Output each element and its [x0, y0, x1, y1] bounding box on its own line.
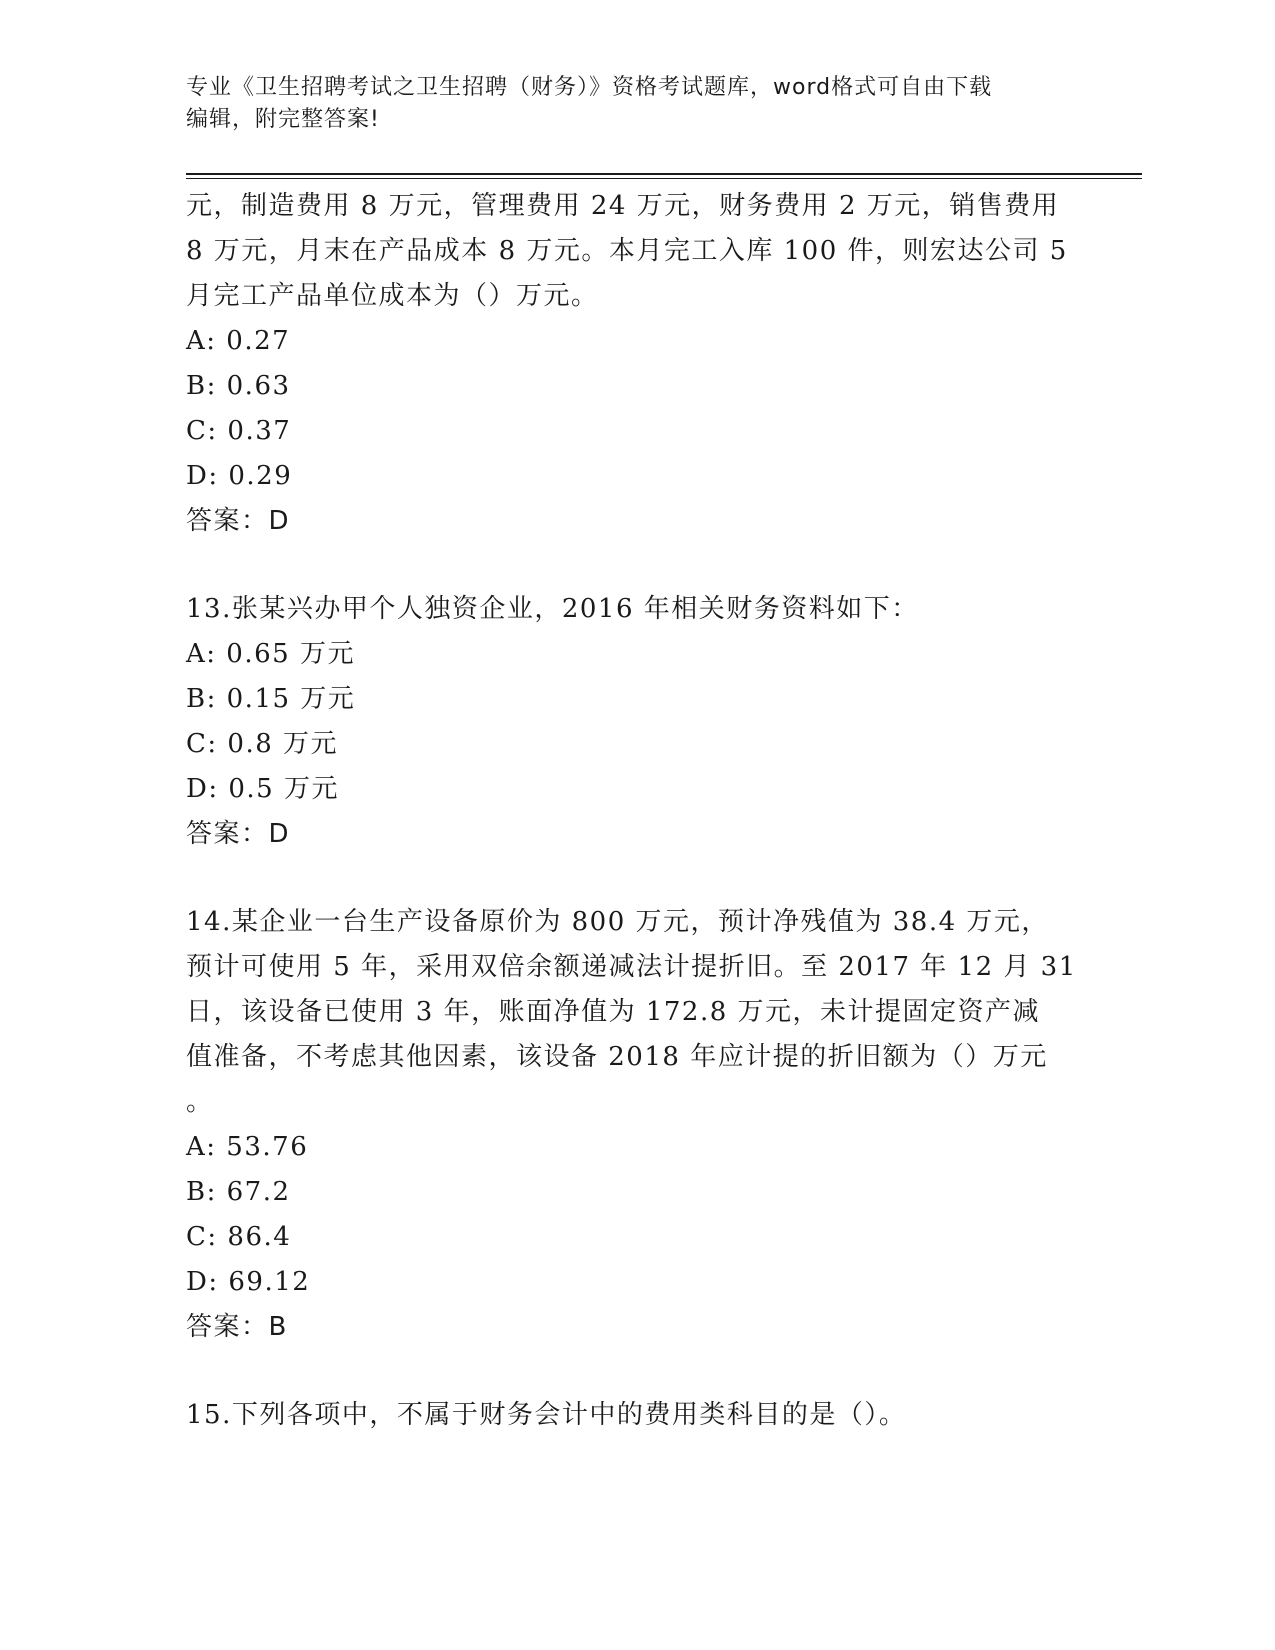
- option-a: A: 0.27: [186, 326, 291, 356]
- question-stem-line: 月完工产品单位成本为（）万元。: [186, 281, 599, 311]
- option-d: D: 0.5 万元: [186, 774, 339, 804]
- option-c: C: 86.4: [186, 1222, 292, 1252]
- header-divider-thin: [186, 178, 1142, 179]
- question-12: [186, 184, 1086, 544]
- option-d: D: 69.12: [186, 1267, 311, 1297]
- option-b: B: 0.63: [186, 371, 291, 401]
- document-header: [186, 72, 1076, 136]
- header-line-2: 编辑，附完整答案!: [186, 107, 380, 132]
- spacer: [186, 1350, 1086, 1393]
- question-stem-line: 8 万元，月末在产品成本 8 万元。本月完工入库 100 件，则宏达公司 5: [186, 236, 1068, 266]
- question-13: [186, 587, 1086, 857]
- question-stem-line: 元，制造费用 8 万元，管理费用 24 万元，财务费用 2 万元，销售费用: [186, 191, 1060, 221]
- answer-label: 答案：B: [186, 1312, 288, 1342]
- option-b: B: 67.2: [186, 1177, 291, 1207]
- question-stem-line: 13.张某兴办甲个人独资企业，2016 年相关财务资料如下：: [186, 594, 919, 624]
- option-b: B: 0.15 万元: [186, 684, 356, 714]
- option-a: A: 53.76: [186, 1132, 309, 1162]
- question-14: [186, 900, 1086, 1350]
- option-a: A: 0.65 万元: [186, 639, 355, 669]
- question-stem-line: 日，该设备已使用 3 年，账面净值为 172.8 万元，未计提固定资产减: [186, 997, 1041, 1027]
- question-stem-line: 值准备，不考虑其他因素，该设备 2018 年应计提的折旧额为（）万元: [186, 1042, 1048, 1072]
- question-stem-line: 14.某企业一台生产设备原价为 800 万元，预计净残值为 38.4 万元，: [186, 907, 1049, 937]
- option-d: D: 0.29: [186, 461, 293, 491]
- question-stem-line: 预计可使用 5 年，采用双倍余额递减法计提折旧。至 2017 年 12 月 31: [186, 952, 1077, 982]
- question-stem-line: 15.下列各项中，不属于财务会计中的费用类科目的是（）。: [186, 1400, 907, 1430]
- question-stem-line: 。: [186, 1087, 214, 1117]
- header-divider-thick: [186, 173, 1142, 175]
- answer-label: 答案：D: [186, 819, 291, 849]
- header-line-1: 专业《卫生招聘考试之卫生招聘（财务）》资格考试题库，word格式可自由下载: [186, 75, 993, 100]
- option-c: C: 0.8 万元: [186, 729, 339, 759]
- question-content: [186, 184, 1086, 1438]
- question-15: [186, 1393, 1086, 1438]
- answer-label: 答案：D: [186, 506, 291, 536]
- option-c: C: 0.37: [186, 416, 292, 446]
- spacer: [186, 544, 1086, 587]
- spacer: [186, 857, 1086, 900]
